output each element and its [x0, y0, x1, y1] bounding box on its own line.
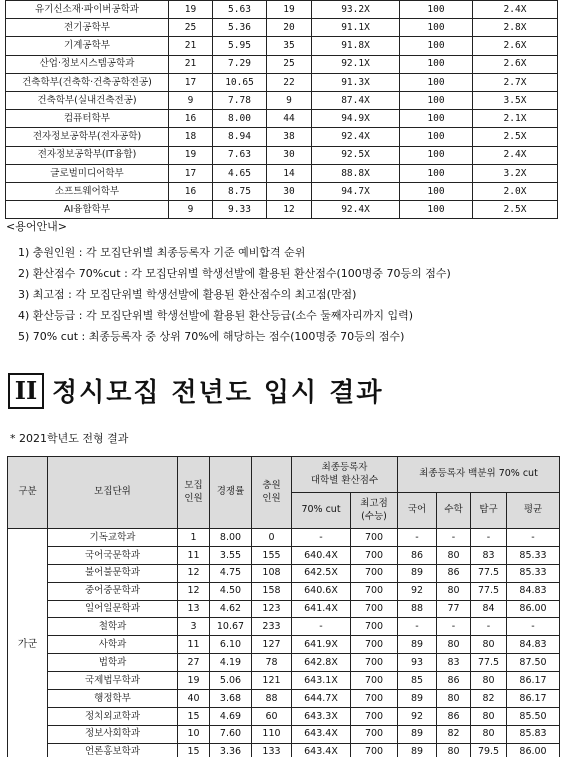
value-cell: 17 [169, 73, 213, 91]
table-row [8, 690, 560, 708]
value-cell: 86 [398, 546, 437, 564]
value-cell: 80 [437, 582, 471, 600]
table-row [8, 707, 560, 725]
value-cell: 110 [252, 725, 292, 743]
table-row [6, 37, 558, 55]
value-cell: 86 [437, 707, 471, 725]
table-row [8, 672, 560, 690]
value-cell: 100 [400, 201, 473, 219]
value-cell: - [398, 529, 437, 547]
value-cell: 86 [437, 564, 471, 582]
value-cell: 2.7X [473, 73, 558, 91]
value-cell: 11 [178, 546, 210, 564]
dept-cell: 건축학부(실내건축전공) [6, 91, 169, 109]
value-cell: 80 [471, 636, 507, 654]
value-cell: 5.06 [210, 672, 252, 690]
value-cell: 4.62 [210, 600, 252, 618]
table-row [6, 91, 558, 109]
regular-admission-results-table [7, 456, 560, 757]
table-row [6, 110, 558, 128]
dept-cell: 건축학부(건축학·건축공학전공) [6, 73, 169, 91]
value-cell: 85.50 [507, 707, 560, 725]
section-title: 정시모집 전년도 입시 결과 [52, 378, 384, 408]
table-row [6, 146, 558, 164]
value-cell: 27 [178, 654, 210, 672]
group-cell: 가군 [8, 529, 48, 757]
value-cell: - [471, 529, 507, 547]
value-cell: 100 [400, 146, 473, 164]
header-quota-text: 모집 인원 [184, 479, 203, 504]
value-cell: 127 [252, 636, 292, 654]
value-cell: 133 [252, 743, 292, 757]
value-cell: 3.2X [473, 164, 558, 182]
header-avg: 평균 [507, 493, 560, 529]
value-cell: 233 [252, 618, 292, 636]
value-cell: 19 [267, 1, 312, 19]
value-cell: 80 [437, 636, 471, 654]
dept-cell: 기독교학과 [48, 529, 178, 547]
dept-cell: 유기신소재·파이버공학과 [6, 1, 169, 19]
dept-cell: AI융합학부 [6, 201, 169, 219]
value-cell: 700 [351, 743, 398, 757]
value-cell: 100 [400, 73, 473, 91]
value-cell: 89 [398, 636, 437, 654]
value-cell: 1 [178, 529, 210, 547]
value-cell: 16 [169, 182, 213, 200]
value-cell: 700 [351, 690, 398, 708]
value-cell: 38 [267, 128, 312, 146]
value-cell: 4.19 [210, 654, 252, 672]
value-cell: 22 [267, 73, 312, 91]
value-cell: 25 [267, 55, 312, 73]
value-cell: 86 [437, 672, 471, 690]
value-cell: 18 [169, 128, 213, 146]
dept-cell: 중어중문학과 [48, 582, 178, 600]
value-cell: 86.17 [507, 672, 560, 690]
value-cell: 88.8X [312, 164, 400, 182]
header-max-text: 최고점 (수능) [360, 497, 388, 522]
dept-cell: 국제법무학과 [48, 672, 178, 690]
value-cell: 89 [398, 690, 437, 708]
dept-cell: 전기공학부 [6, 19, 169, 37]
table-row [6, 1, 558, 19]
value-cell: 35 [267, 37, 312, 55]
value-cell: 4.69 [210, 707, 252, 725]
dept-cell: 행정학부 [48, 690, 178, 708]
value-cell: 87.4X [312, 91, 400, 109]
header-quota [178, 457, 210, 529]
value-cell: 9 [169, 91, 213, 109]
value-cell: 12 [267, 201, 312, 219]
value-cell: 7.63 [213, 146, 267, 164]
value-cell: 700 [351, 529, 398, 547]
value-cell: 643.1X [292, 672, 351, 690]
value-cell: 86.00 [507, 743, 560, 757]
value-cell: 86.00 [507, 600, 560, 618]
value-cell: 19 [169, 146, 213, 164]
previous-results-table [5, 0, 558, 219]
value-cell: 84 [471, 600, 507, 618]
value-cell: 2.8X [473, 19, 558, 37]
value-cell: 4.50 [210, 582, 252, 600]
table-row [6, 164, 558, 182]
glossary-item: 4) 환산등급 : 각 모집단위별 학생선발에 활용된 환산등급(소수 둘째자리까지 입력) [18, 309, 414, 322]
value-cell: 2.5X [473, 201, 558, 219]
dept-cell: 일어일문학과 [48, 600, 178, 618]
dept-cell: 정보사회학과 [48, 725, 178, 743]
dept-cell: 국어국문학과 [48, 546, 178, 564]
table-row [8, 725, 560, 743]
value-cell: 25 [169, 19, 213, 37]
value-cell: 84.83 [507, 582, 560, 600]
value-cell: 2.6X [473, 55, 558, 73]
value-cell: 123 [252, 600, 292, 618]
value-cell: 644.7X [292, 690, 351, 708]
value-cell: 640.4X [292, 546, 351, 564]
value-cell: 87.50 [507, 654, 560, 672]
value-cell: 700 [351, 707, 398, 725]
glossary-item: 2) 환산점수 70%cut : 각 모집단위별 학생선발에 활용된 환산점수(100명중 70등의 점수) [18, 267, 451, 280]
glossary-item: 1) 충원인원 : 각 모집단위별 최종등록자 기준 예비합격 순위 [18, 246, 306, 259]
value-cell: 100 [400, 1, 473, 19]
value-cell: 86.17 [507, 690, 560, 708]
header-group: 구분 [8, 457, 48, 529]
value-cell: 158 [252, 582, 292, 600]
value-cell: 15 [178, 743, 210, 757]
value-cell: 77 [437, 600, 471, 618]
value-cell: 85.33 [507, 546, 560, 564]
table-row [6, 73, 558, 91]
value-cell: 77.5 [471, 564, 507, 582]
header-fill-text: 충원 인원 [262, 479, 281, 504]
value-cell: 11 [178, 636, 210, 654]
value-cell: - [471, 618, 507, 636]
value-cell: 8.00 [210, 529, 252, 547]
glossary-title: <용어안내> [6, 220, 67, 233]
value-cell: - [398, 618, 437, 636]
value-cell: 8.75 [213, 182, 267, 200]
value-cell: 100 [400, 19, 473, 37]
value-cell: 100 [400, 164, 473, 182]
table-row [8, 618, 560, 636]
value-cell: 700 [351, 725, 398, 743]
value-cell: 641.4X [292, 600, 351, 618]
value-cell: 92.4X [312, 201, 400, 219]
value-cell: 2.5X [473, 128, 558, 146]
value-cell: 642.5X [292, 564, 351, 582]
value-cell: 700 [351, 636, 398, 654]
dept-cell: 철학과 [48, 618, 178, 636]
value-cell: 44 [267, 110, 312, 128]
value-cell: 9 [169, 201, 213, 219]
header-score-group [292, 457, 398, 493]
table-row [8, 600, 560, 618]
value-cell: 700 [351, 600, 398, 618]
value-cell: 700 [351, 564, 398, 582]
value-cell: 80 [437, 743, 471, 757]
value-cell: 19 [169, 1, 213, 19]
value-cell: 642.8X [292, 654, 351, 672]
value-cell: 0 [252, 529, 292, 547]
value-cell: 3 [178, 618, 210, 636]
value-cell: 82 [437, 725, 471, 743]
table-row [6, 55, 558, 73]
value-cell: 79.5 [471, 743, 507, 757]
value-cell: 700 [351, 654, 398, 672]
dept-cell: 전자정보공학부(IT융합) [6, 146, 169, 164]
value-cell: 13 [178, 600, 210, 618]
value-cell: 700 [351, 546, 398, 564]
value-cell: 700 [351, 582, 398, 600]
value-cell: 4.65 [213, 164, 267, 182]
dept-cell: 불어불문학과 [48, 564, 178, 582]
value-cell: 80 [471, 725, 507, 743]
value-cell: 3.5X [473, 91, 558, 109]
value-cell: 2.6X [473, 37, 558, 55]
header-pct-group: 최종등록자 백분위 70% cut [398, 457, 560, 493]
value-cell: - [437, 529, 471, 547]
value-cell: 100 [400, 128, 473, 146]
value-cell: 12 [178, 564, 210, 582]
value-cell: 89 [398, 564, 437, 582]
header-fill [252, 457, 292, 529]
dept-cell: 산업·정보시스템공학과 [6, 55, 169, 73]
value-cell: 16 [169, 110, 213, 128]
value-cell: 85.33 [507, 564, 560, 582]
value-cell: 91.8X [312, 37, 400, 55]
value-cell: 3.55 [210, 546, 252, 564]
header-dept: 모집단위 [48, 457, 178, 529]
value-cell: 100 [400, 182, 473, 200]
table-row [6, 19, 558, 37]
value-cell: 60 [252, 707, 292, 725]
value-cell: 643.4X [292, 725, 351, 743]
value-cell: 40 [178, 690, 210, 708]
value-cell: 85 [398, 672, 437, 690]
header-korean: 국어 [398, 493, 437, 529]
value-cell: 30 [267, 182, 312, 200]
value-cell: 91.3X [312, 73, 400, 91]
value-cell: 641.9X [292, 636, 351, 654]
value-cell: 94.7X [312, 182, 400, 200]
value-cell: 3.36 [210, 743, 252, 757]
value-cell: 89 [398, 725, 437, 743]
value-cell: 84.83 [507, 636, 560, 654]
value-cell: 94.9X [312, 110, 400, 128]
value-cell: 21 [169, 55, 213, 73]
value-cell: 7.60 [210, 725, 252, 743]
dept-cell: 글로벌미디어학부 [6, 164, 169, 182]
value-cell: 80 [471, 707, 507, 725]
value-cell: 100 [400, 110, 473, 128]
value-cell: 155 [252, 546, 292, 564]
value-cell: 8.94 [213, 128, 267, 146]
dept-cell: 정치외교학과 [48, 707, 178, 725]
value-cell: 93 [398, 654, 437, 672]
value-cell: 7.29 [213, 55, 267, 73]
glossary-item: 5) 70% cut : 최종등록자 중 상위 70%에 해당하는 점수(100명중 70등의 점수) [18, 330, 405, 343]
value-cell: 643.3X [292, 707, 351, 725]
value-cell: 5.95 [213, 37, 267, 55]
table-row [8, 582, 560, 600]
value-cell: 14 [267, 164, 312, 182]
table-row [6, 128, 558, 146]
glossary [6, 218, 558, 347]
value-cell: 80 [437, 690, 471, 708]
value-cell: 92 [398, 582, 437, 600]
dept-cell: 기계공학부 [6, 37, 169, 55]
value-cell: 15 [178, 707, 210, 725]
value-cell: 77.5 [471, 654, 507, 672]
dept-cell: 언론홍보학과 [48, 743, 178, 757]
value-cell: 19 [178, 672, 210, 690]
header-cut70: 70% cut [292, 493, 351, 529]
value-cell: 83 [437, 654, 471, 672]
header-math: 수학 [437, 493, 471, 529]
value-cell: 82 [471, 690, 507, 708]
value-cell: 2.4X [473, 1, 558, 19]
value-cell: 640.6X [292, 582, 351, 600]
value-cell: - [292, 618, 351, 636]
value-cell: 12 [178, 582, 210, 600]
value-cell: 80 [471, 672, 507, 690]
dept-cell: 전자정보공학부(전자공학) [6, 128, 169, 146]
value-cell: 93.2X [312, 1, 400, 19]
value-cell: - [292, 529, 351, 547]
glossary-item: 3) 최고점 : 각 모집단위별 학생선발에 활용된 환산점수의 최고점(만점) [18, 288, 357, 301]
value-cell: 21 [169, 37, 213, 55]
value-cell: 100 [400, 91, 473, 109]
value-cell: 92 [398, 707, 437, 725]
value-cell: 10.67 [210, 618, 252, 636]
value-cell: 2.4X [473, 146, 558, 164]
value-cell: 20 [267, 19, 312, 37]
sub-caption: * 2021학년도 전형 결과 [10, 432, 129, 445]
value-cell: 92.1X [312, 55, 400, 73]
value-cell: 17 [169, 164, 213, 182]
value-cell: 10.65 [213, 73, 267, 91]
value-cell: 100 [400, 55, 473, 73]
value-cell: 7.78 [213, 91, 267, 109]
value-cell: 9.33 [213, 201, 267, 219]
value-cell: 10 [178, 725, 210, 743]
section-numeral: II [8, 373, 44, 409]
value-cell: 3.68 [210, 690, 252, 708]
value-cell: 80 [437, 546, 471, 564]
table-row [8, 636, 560, 654]
value-cell: 108 [252, 564, 292, 582]
table-row [8, 654, 560, 672]
value-cell: 700 [351, 618, 398, 636]
section-heading [8, 372, 383, 409]
value-cell: 88 [398, 600, 437, 618]
value-cell: 78 [252, 654, 292, 672]
value-cell: 643.4X [292, 743, 351, 757]
value-cell: 100 [400, 37, 473, 55]
value-cell: 92.4X [312, 128, 400, 146]
value-cell: 2.0X [473, 182, 558, 200]
dept-cell: 컴퓨터학부 [6, 110, 169, 128]
table-row [8, 743, 560, 757]
value-cell: 91.1X [312, 19, 400, 37]
table-row [8, 564, 560, 582]
table-row [6, 182, 558, 200]
value-cell: 30 [267, 146, 312, 164]
value-cell: 92.5X [312, 146, 400, 164]
value-cell: 77.5 [471, 582, 507, 600]
value-cell: 700 [351, 672, 398, 690]
value-cell: - [507, 618, 560, 636]
value-cell: 88 [252, 690, 292, 708]
value-cell: 9 [267, 91, 312, 109]
value-cell: 83 [471, 546, 507, 564]
header-score-group-text: 최종등록자 대학별 환산점수 [310, 461, 379, 486]
value-cell: - [507, 529, 560, 547]
table-row [6, 201, 558, 219]
value-cell: 4.75 [210, 564, 252, 582]
value-cell: 5.63 [213, 1, 267, 19]
table-row [8, 546, 560, 564]
dept-cell: 법학과 [48, 654, 178, 672]
table-row [8, 529, 560, 547]
dept-cell: 소프트웨어학부 [6, 182, 169, 200]
header-competition: 경쟁률 [210, 457, 252, 529]
value-cell: 8.00 [213, 110, 267, 128]
header-max [351, 493, 398, 529]
value-cell: 121 [252, 672, 292, 690]
value-cell: 89 [398, 743, 437, 757]
dept-cell: 사학과 [48, 636, 178, 654]
value-cell: - [437, 618, 471, 636]
value-cell: 85.83 [507, 725, 560, 743]
header-inquiry: 탐구 [471, 493, 507, 529]
value-cell: 2.1X [473, 110, 558, 128]
value-cell: 5.36 [213, 19, 267, 37]
value-cell: 6.10 [210, 636, 252, 654]
